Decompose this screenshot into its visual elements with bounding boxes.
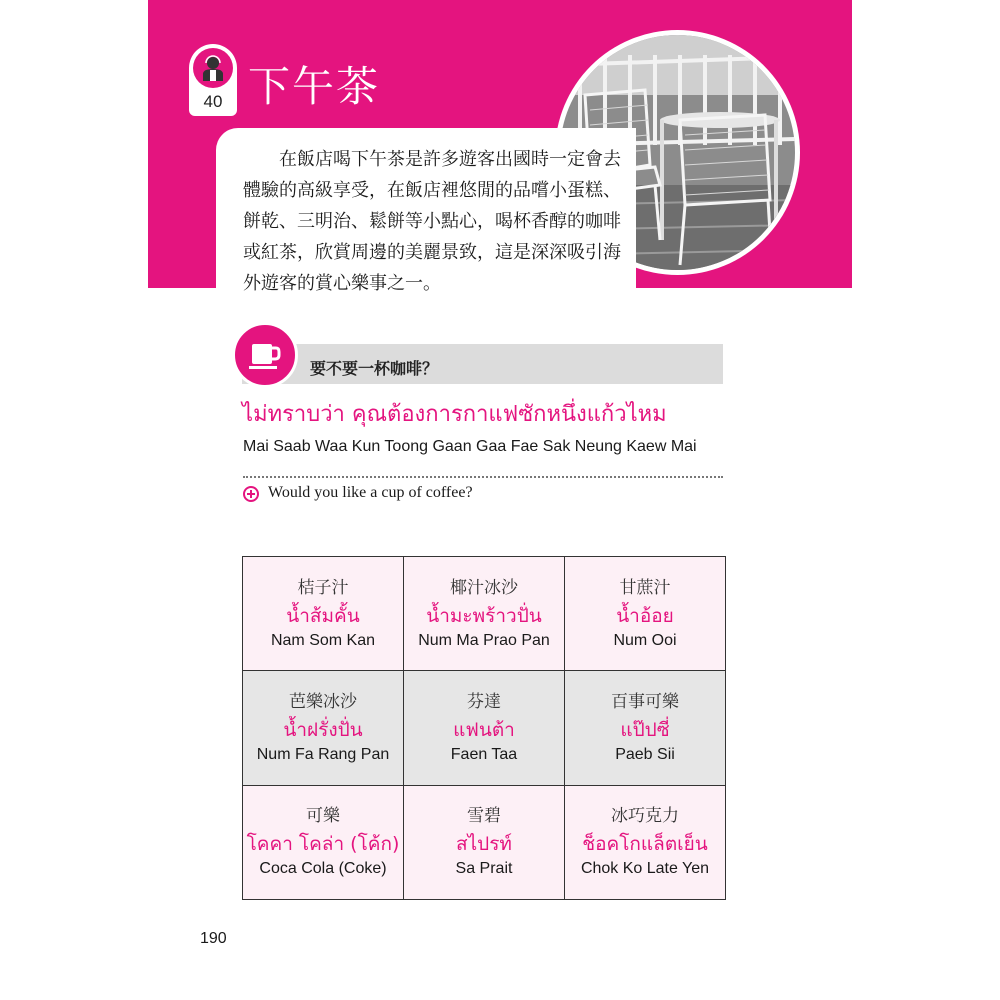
drink-thai: น้ำมะพร้าวปั่น — [426, 604, 542, 627]
drink-romanization: Paeb Sii — [615, 745, 675, 763]
phrase-english: Would you like a cup of coffee? — [268, 484, 473, 501]
drink-romanization: Num Ooi — [613, 631, 677, 649]
drink-chinese: 桔子汁 — [297, 577, 349, 598]
drink-thai: ช็อคโกแล็ตเย็น — [582, 833, 708, 856]
drink-cell — [243, 671, 404, 785]
phrase-title: 要不要一杯咖啡？ — [310, 359, 439, 378]
drink-cell — [404, 671, 565, 785]
plus-circle-icon — [243, 486, 259, 502]
drink-chinese: 百事可樂 — [611, 691, 679, 712]
drink-chinese: 可樂 — [306, 806, 340, 827]
drink-cell — [243, 785, 404, 899]
drink-thai: แป๊ปซี่ — [620, 718, 670, 741]
drink-romanization: Num Ma Prao Pan — [418, 631, 550, 649]
drink-chinese: 芬達 — [467, 691, 501, 712]
drink-thai: น้ำส้มคั้น — [286, 604, 360, 627]
drink-thai: น้ำอ้อย — [616, 604, 674, 627]
phrase-romanization: Mai Saab Waa Kun Toong Gaan Gaa Fae Sak Neung Kaew Mai — [243, 438, 697, 455]
table-row — [243, 671, 726, 785]
drink-romanization: Faen Taa — [450, 745, 518, 763]
drink-cell — [565, 671, 726, 785]
drink-thai: น้ำฝรั่งปั่น — [283, 718, 363, 741]
drink-cell — [404, 785, 565, 899]
phrase-thai: ไม่ทราบว่า คุณต้องการกาแฟซักหนึ่งแก้วไหม — [242, 402, 667, 427]
drink-romanization: Num Fa Rang Pan — [256, 745, 390, 763]
coffee-cup-icon — [232, 322, 298, 388]
drink-romanization: Nam Som Kan — [270, 631, 376, 649]
dotted-divider — [243, 476, 723, 478]
lesson-number: 40 — [203, 92, 223, 111]
drink-cell — [404, 557, 565, 671]
drink-thai: สไปรท์ — [456, 833, 512, 856]
drink-cell — [243, 557, 404, 671]
intro-paragraph: 在飯店喝下午茶是許多遊客出國時一定會去體驗的高級享受，在飯店裡悠閒的品嚐小蛋糕、餅乾、三明治、鬆餅等小點心，喝杯香醇的咖啡或紅茶，欣賞周邊的美麗景致，這是深深吸引海外遊客的賞心樂事之一。 — [243, 149, 621, 294]
drink-romanization: Sa Prait — [455, 860, 513, 878]
drink-romanization: Coca Cola (Coke) — [259, 860, 387, 878]
table-row — [243, 785, 726, 899]
drink-thai: แฟนต้า — [453, 718, 515, 741]
page-number: 190 — [200, 930, 227, 947]
lesson-badge — [189, 44, 237, 116]
drink-thai: โคคา โคล่า (โค้ก) — [246, 833, 400, 856]
drink-chinese: 冰巧克力 — [611, 806, 679, 827]
page-title: 下午茶 — [248, 62, 381, 111]
drink-chinese: 椰汁冰沙 — [450, 577, 518, 598]
drink-chinese: 雪碧 — [467, 806, 501, 827]
drink-chinese: 芭樂冰沙 — [289, 691, 357, 712]
drink-cell — [565, 557, 726, 671]
drink-chinese: 甘蔗汁 — [619, 577, 671, 598]
drink-romanization: Chok Ko Late Yen — [580, 860, 710, 878]
person-with-headset-icon — [193, 48, 233, 88]
table-row — [243, 557, 726, 671]
drink-cell — [565, 785, 726, 899]
drink-vocabulary-table — [242, 556, 726, 900]
